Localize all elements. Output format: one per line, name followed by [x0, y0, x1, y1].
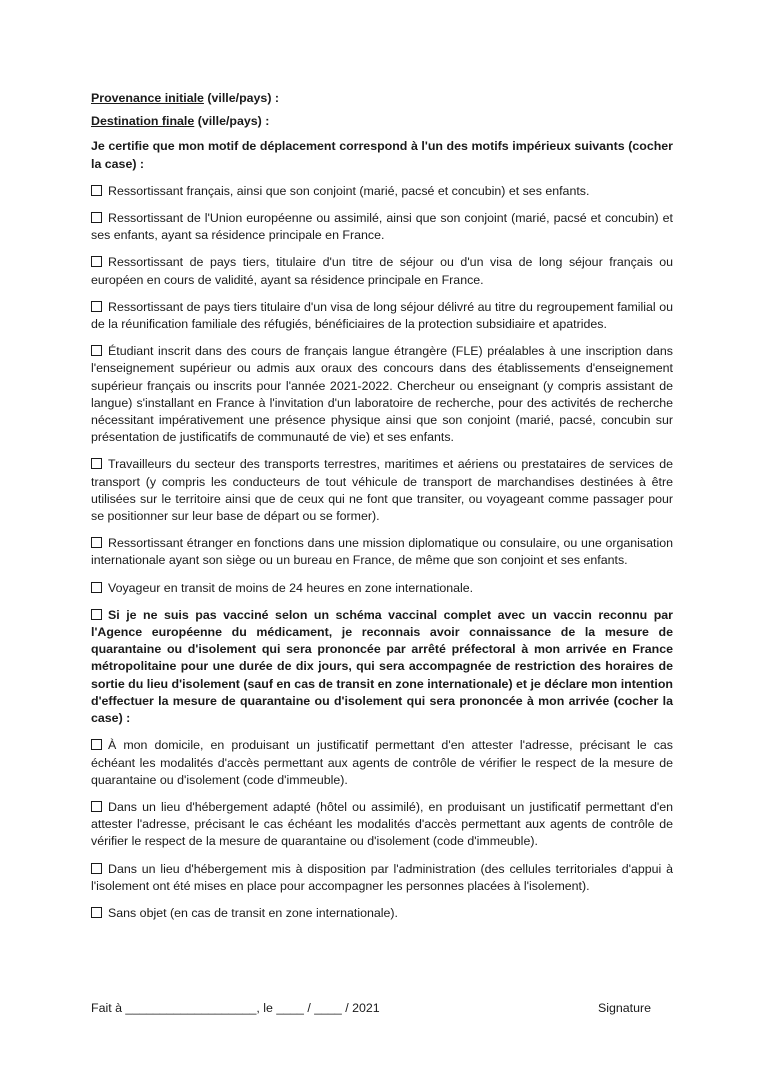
vaccination-declaration-text: Si je ne suis pas vacciné selon un schéma vaccinal complet avec un vaccin reconnu par l'Agence européenne du médicament, je reconnais avoir connaissance de la mesure de quarantaine ou d'isolement qui sera prononcée par arrêté préfectoral à mon arrivée en France métropolitaine pour une durée de dix jours, qui sera accompagnée de restriction des horaires de sortie du lieu d'isolement (sauf en cas de transit en zone internationale) et je déclare mon intention d'effectuer la mesure de quarantaine ou d'isolement qui sera prononcée à mon arrivée (cocher la case) :	[91, 607, 673, 726]
form-body	[91, 90, 673, 932]
form-footer	[91, 1000, 651, 1017]
motive-item	[91, 456, 673, 525]
motive-item	[91, 299, 673, 333]
checkbox[interactable]	[91, 458, 102, 469]
motive-text: Ressortissant français, ainsi que son conjoint (marié, pacsé et concubin) et ses enfants.	[108, 183, 590, 198]
motive-item	[91, 254, 673, 288]
destination-field	[91, 113, 673, 130]
motive-text: Étudiant inscrit dans des cours de français langue étrangère (FLE) préalables à une inscription dans l'enseignement supérieur ou admis aux oraux des concours dans des établissements d'enseignement supérieur français ou inscrits pour l'année 2021-2022. Chercheur ou enseignant (y compris assistant de langue) s'installant en France à l'invitation d'un laboratoire de recherche, pour des activités de recherche nécessitant impérativement une présence physique ainsi que son conjoint (marié, pacsé, concubin sur présentation de justificatifs de communauté de vie) et ses enfants.	[91, 344, 673, 445]
isolation-text: Dans un lieu d'hébergement mis à disposition par l'administration (des cellules territoriales d'appui à l'isolement ont été mises en place pour accompagner les personnes placées à l'isolement).	[91, 861, 673, 893]
checkbox[interactable]	[91, 801, 102, 812]
origin-field	[91, 90, 673, 107]
checkbox[interactable]	[91, 582, 102, 593]
motive-item	[91, 210, 673, 244]
isolation-text: Sans objet (en cas de transit en zone internationale).	[108, 905, 398, 920]
checkbox[interactable]	[91, 609, 102, 620]
vaccination-declaration-item	[91, 607, 673, 727]
checkbox[interactable]	[91, 907, 102, 918]
checkbox[interactable]	[91, 345, 102, 356]
signature-label: Signature	[597, 1001, 651, 1015]
motive-item	[91, 343, 673, 446]
motive-text: Ressortissant de pays tiers titulaire d'un visa de long séjour délivré au titre du regroupement familial ou de la réunification familiale des réfugiés, bénéficiaires de la protection subsidiaire et apatrides.	[91, 299, 673, 332]
isolation-item	[91, 905, 673, 922]
checkbox[interactable]	[91, 185, 102, 196]
motive-item	[91, 580, 673, 597]
origin-label: Provenance initiale	[91, 91, 204, 105]
motive-text: Ressortissant de l'Union européenne ou assimilé, ainsi que son conjoint (marié, pacsé et concubin) et ses enfants, ayant sa résidence principale en France.	[91, 211, 673, 243]
isolation-text: Dans un lieu d'hébergement adapté (hôtel ou assimilé), en produisant un justificatif permettant d'en attester l'adresse, précisant le cas échéant les modalités d'accès permettant aux agents de contrôle de vérifier le respect de la mesure de quarantaine ou d'isolement (code d'immeuble).	[91, 799, 673, 849]
motive-text: Travailleurs du secteur des transports terrestres, maritimes et aériens ou prestataires de services de transport (y compris les conducteurs de tout véhicule de transport de marchandises destinées à être utilisées sur le territoire ainsi que de ceux qui ne font que transiter, ou voyageant comme passager pour se positionner sur leur base de départ ou se former).	[91, 457, 673, 524]
destination-label: Destination finale	[91, 114, 195, 129]
checkbox[interactable]	[91, 739, 102, 750]
checkbox[interactable]	[91, 537, 102, 548]
checkbox[interactable]	[91, 212, 102, 223]
isolation-text: À mon domicile, en produisant un justificatif permettant d'en attester l'adresse, précisant le cas échéant les modalités d'accès permettant aux agents de contrôle de vérifier le respect de la mesure de quarantaine ou d'isolement (code d'immeuble).	[91, 738, 673, 787]
motive-item	[91, 183, 673, 200]
checkbox[interactable]	[91, 301, 102, 312]
motive-text: Ressortissant étranger en fonctions dans une mission diplomatique ou consulaire, ou une organisation internationale ayant son siège ou un bureau en France, de même que son conjoint et ses enfants.	[91, 536, 673, 568]
motive-text: Ressortissant de pays tiers, titulaire d'un titre de séjour ou d'un visa de long séjour français ou européen en cours de validité, ayant sa résidence principale en France.	[91, 255, 673, 287]
checkbox[interactable]	[91, 863, 102, 874]
place-date-line[interactable]: Fait à ___________________, le ____ / ____ / 2021	[91, 1001, 380, 1015]
isolation-item	[91, 799, 673, 851]
certification-intro: Je certifie que mon motif de déplacement correspond à l'un des motifs impérieux suivants (cocher la case) :	[91, 139, 673, 171]
motive-item	[91, 535, 673, 569]
checkbox[interactable]	[91, 256, 102, 267]
isolation-item	[91, 861, 673, 895]
isolation-item	[91, 737, 673, 789]
motive-text: Voyageur en transit de moins de 24 heures en zone internationale.	[108, 580, 474, 595]
destination-suffix: (ville/pays) :	[194, 114, 270, 129]
origin-suffix: (ville/pays) :	[203, 91, 280, 105]
